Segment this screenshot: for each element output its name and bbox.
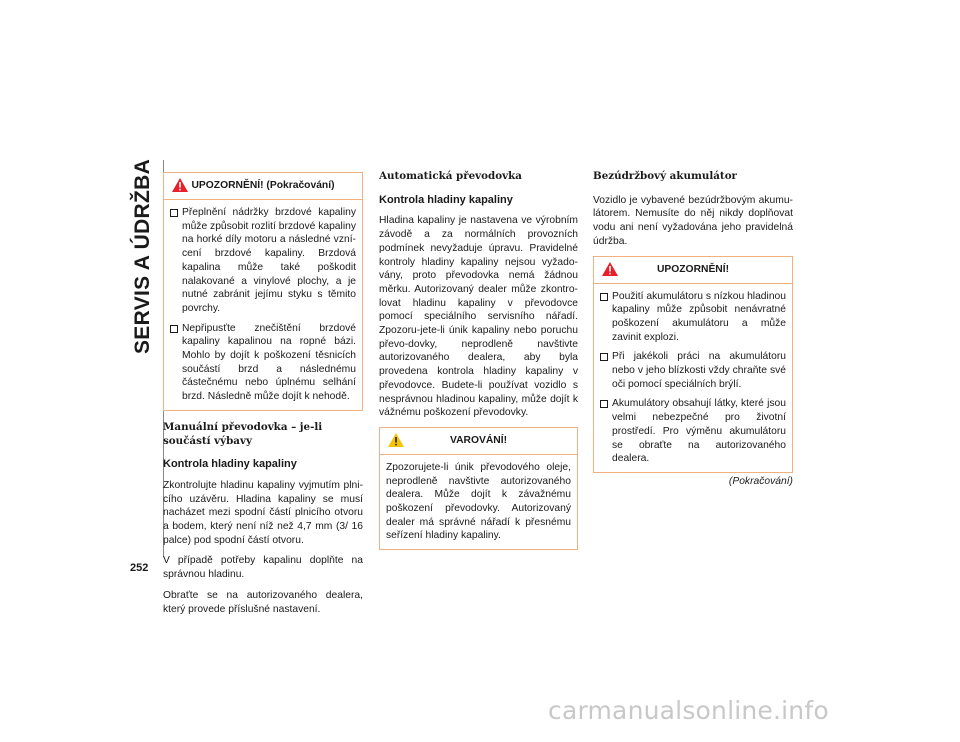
section-heading-manual-transmission: Manuální převodovka – je-li součástí výbavy bbox=[163, 420, 323, 447]
paragraph: Zkontrolujte hladinu kapaliny vyjmutím plni-cího uzávěru. Hladina kapaliny se musí nacházet mezi spodní částí plnicího otvoru a bodem, který není níž než 4,7 mm (3/ 16 palce) pod spodní částí otvoru. bbox=[163, 479, 363, 546]
caution-triangle-icon bbox=[602, 262, 618, 276]
caution-box-continued bbox=[163, 172, 363, 411]
caution-item: Akumulátory obsahují látky, které jsou velmi nebezpečné pro životní prostředí. Pro výměnu akumulátoru se obraťte na autorizovaného dealera. bbox=[600, 397, 786, 466]
checkbox-bullet-icon bbox=[170, 209, 178, 217]
warning-box-title: VAROVÁNÍ! bbox=[449, 434, 507, 446]
caution-item: Nepřipusťte znečištění brzdové kapaliny kapalinou na ropné bázi. Mohlo by dojít k poškození těsnicích součástí brzd a následnému částečnému nebo úplnému selhání brzd. Následně může dojít k nehodě. bbox=[170, 322, 356, 404]
watermark: carmanualsonline.info bbox=[548, 696, 829, 725]
paragraph: Hladina kapaliny je nastavena ve výrobním závodě a za normálních provozních podmínek nevyžaduje úpravu. Pravidelné kontroly hladiny kapaliny nejsou vyžado-vány, proto převodovka nemá žádnou měrku. Autorizovaný dealer může zkontro-lovat hladinu kapaliny v převodovce pomocí speciálního servisního nářadí. Zpozoru-jete-li únik kapaliny nebo poruchu převo-dovky, neprodleně navštivte autorizovaného dealera, aby byla provedena kontrola hladiny kapaliny v převodovce. Budete-li používat vozidlo s nesprávnou hladinou kapaliny, může dojít k vážnému poškození převodovky. bbox=[379, 215, 578, 419]
page-number: 252 bbox=[130, 562, 149, 574]
checkbox-bullet-icon bbox=[600, 293, 608, 301]
section-heading-automatic-transmission: Automatická převodovka bbox=[379, 170, 522, 182]
paragraph: V případě potřeby kapalinu doplňte na správnou hladinu. bbox=[163, 555, 363, 581]
subheading-fluid-level-check: Kontrola hladiny kapaliny bbox=[379, 193, 513, 206]
caution-box bbox=[593, 256, 793, 473]
caution-triangle-icon bbox=[172, 178, 188, 192]
caution-box-header bbox=[164, 173, 362, 200]
caution-box-title: UPOZORNĚNÍ! (Pokračování) bbox=[191, 180, 335, 191]
column-1 bbox=[163, 170, 363, 623]
caution-item: Při jakékoli práci na akumulátoru nebo v jeho blízkosti vždy chraňte své oči pomocí speciálních brýlí. bbox=[600, 350, 786, 391]
warning-text: Zpozorujete-li únik převodového oleje, neprodleně navštivte autorizovaného dealera. Může dojít k závažnému poškození převodovky. Autorizovaný dealer má správné nářadí k přesnému seřízení hladiny kapaliny. bbox=[386, 461, 571, 542]
subheading-fluid-level-check: Kontrola hladiny kapaliny bbox=[163, 458, 297, 471]
paragraph: Vozidlo je vybavené bezúdržbovým akumu-látorem. Nemusíte do něj nikdy doplňovat vodu ani není vyžadována jeho pravidelná údržba. bbox=[593, 194, 793, 247]
section-side-title: SERVIS A ÚDRŽBA bbox=[131, 158, 154, 354]
warning-triangle-icon bbox=[388, 433, 404, 447]
caution-box-title: UPOZORNĚNÍ! bbox=[656, 263, 730, 275]
caution-box-header bbox=[594, 257, 792, 284]
caution-item: Použití akumulátoru s nízkou hladinou kapaliny může způsobit nenávratné poškození akumulátoru a může zavinit explozi. bbox=[600, 290, 786, 345]
warning-box-header bbox=[380, 428, 577, 455]
column-3 bbox=[593, 170, 793, 489]
column-2 bbox=[379, 170, 578, 550]
caution-item: Přeplnění nádržky brzdové kapaliny může způsobit rozlití brzdové kapaliny na horké díly motoru a následné vzní-cení brzdové kapaliny. Brzdová kapalina může také poškodit nalakované a vinylové plochy, a je nutné zabránit jejímu styku s těmito povrchy. bbox=[170, 206, 356, 316]
checkbox-bullet-icon bbox=[600, 353, 608, 361]
continued-label: (Pokračování) bbox=[728, 475, 793, 487]
checkbox-bullet-icon bbox=[600, 400, 608, 408]
checkbox-bullet-icon bbox=[170, 325, 178, 333]
warning-box bbox=[379, 427, 578, 550]
paragraph: Obraťte se na autorizovaného dealera, který provede příslušné nastavení. bbox=[163, 589, 363, 615]
section-heading-battery: Bezúdržbový akumulátor bbox=[593, 170, 737, 182]
